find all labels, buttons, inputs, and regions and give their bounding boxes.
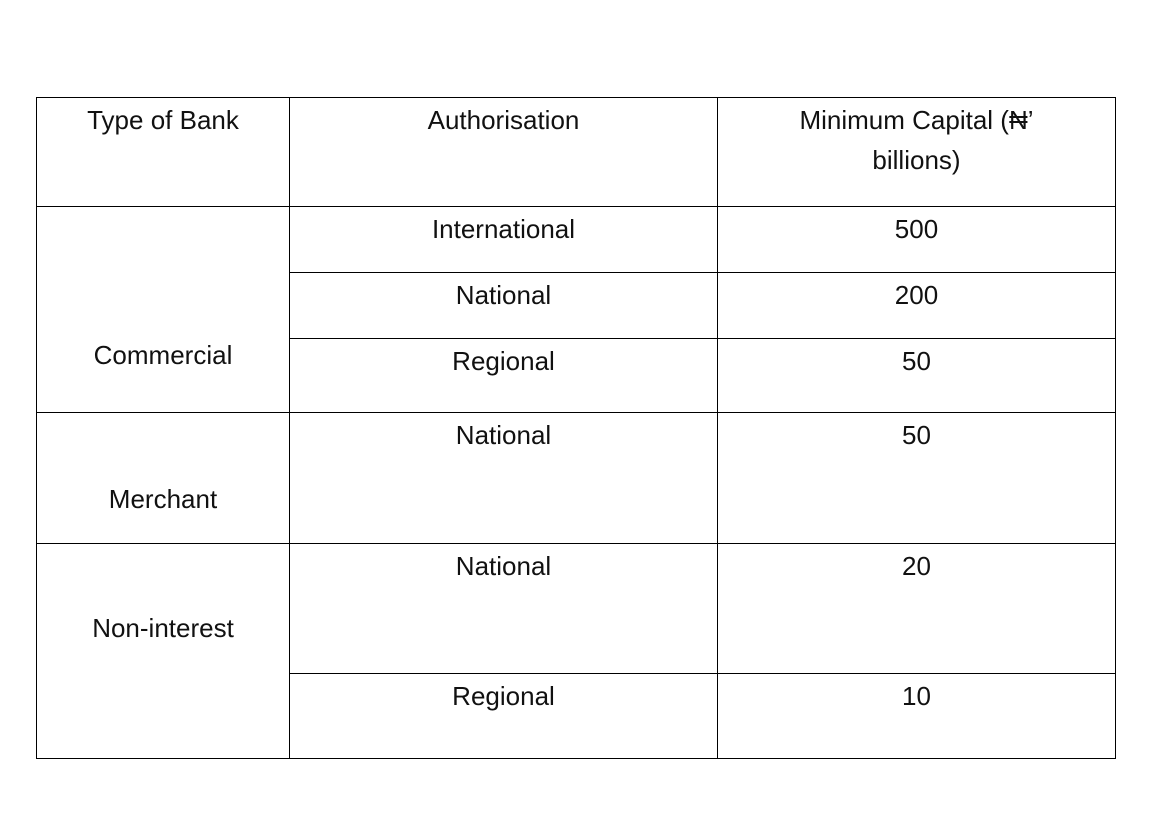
header-minimum-capital: Minimum Capital (₦’ billions) (718, 98, 1116, 207)
bank-capital-table (36, 97, 1116, 759)
table-header-row (37, 98, 1116, 207)
bank-type-cell (37, 413, 290, 544)
bank-type-cell (37, 544, 290, 759)
document-table-container (36, 97, 1116, 759)
capital-cell: 500 (718, 207, 1116, 273)
authorisation-cell: National (290, 544, 718, 674)
header-type-of-bank: Type of Bank (37, 98, 290, 207)
capital-cell: 10 (718, 674, 1116, 759)
authorisation-cell: National (290, 413, 718, 544)
capital-cell: 50 (718, 339, 1116, 413)
authorisation-cell: Regional (290, 339, 718, 413)
bank-type-label: Non-interest (92, 613, 234, 643)
authorisation-cell: Regional (290, 674, 718, 759)
bank-type-cell (37, 207, 290, 413)
header-authorisation: Authorisation (290, 98, 718, 207)
table-row (37, 544, 1116, 674)
table-row (37, 413, 1116, 544)
capital-cell: 50 (718, 413, 1116, 544)
bank-type-label: Merchant (108, 484, 218, 514)
capital-cell: 200 (718, 273, 1116, 339)
table-row (37, 207, 1116, 273)
authorisation-cell: International (290, 207, 718, 273)
authorisation-cell: National (290, 273, 718, 339)
bank-type-label: Commercial (93, 340, 233, 370)
capital-cell: 20 (718, 544, 1116, 674)
